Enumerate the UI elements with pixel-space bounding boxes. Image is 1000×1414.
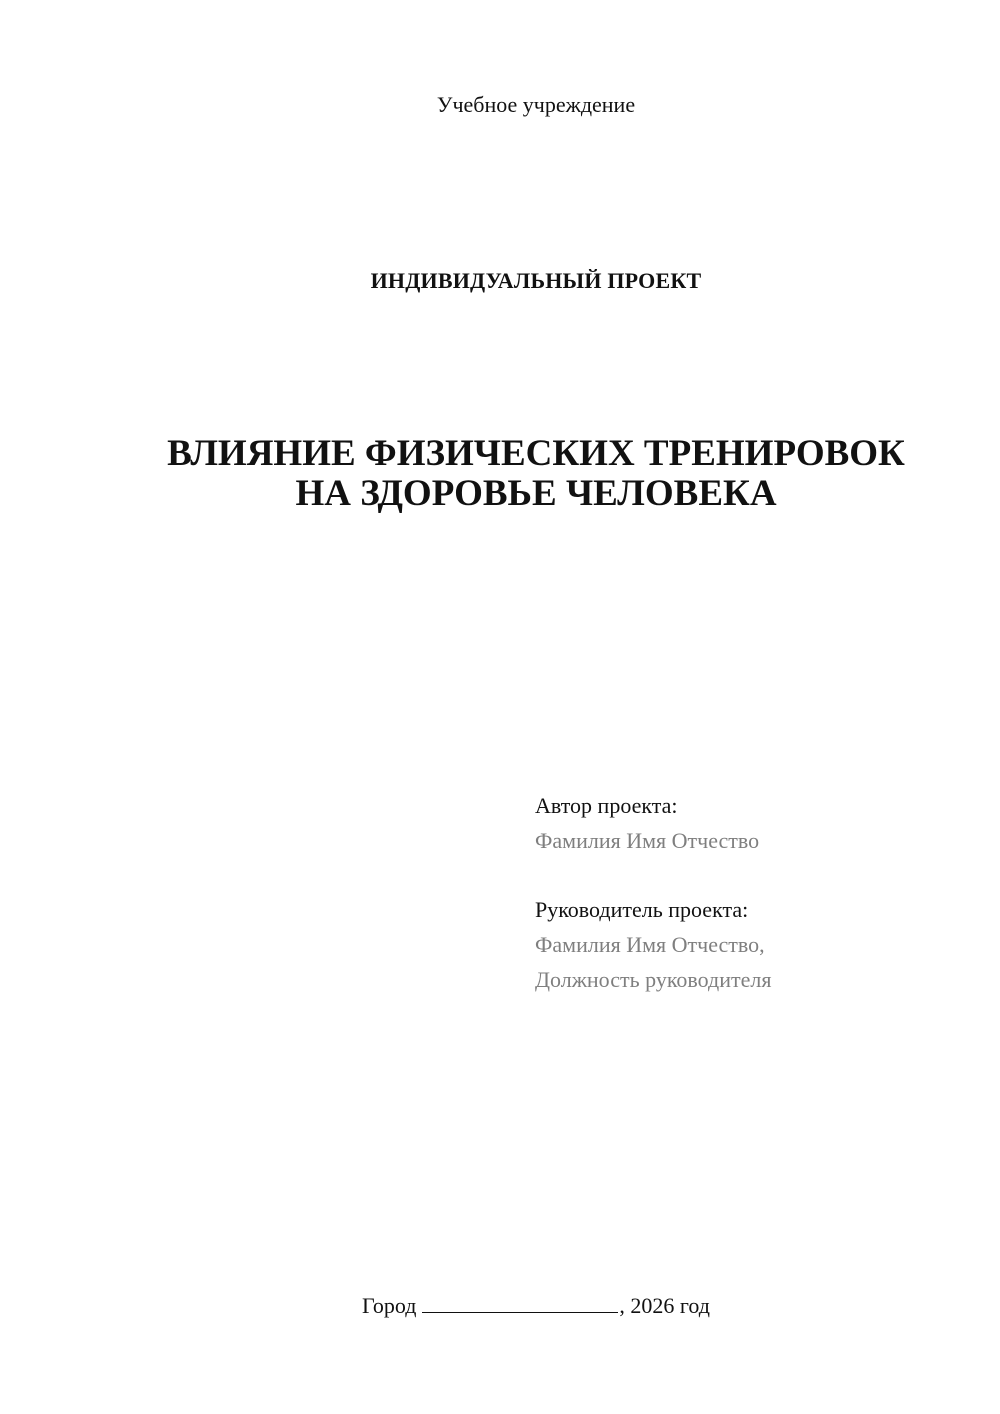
project-title-line-1: ВЛИЯНИЕ ФИЗИЧЕСКИХ ТРЕНИРОВОК: [167, 433, 905, 474]
year-text: , 2026 год: [619, 1293, 710, 1318]
author-label: Автор проекта:: [535, 793, 678, 818]
project-title-line-2: НА ЗДОРОВЬЕ ЧЕЛОВЕКА: [295, 473, 777, 514]
city-year-line: [0, 1290, 1000, 1321]
supervisor-name: Фамилия Имя Отчество,: [535, 932, 765, 957]
city-blank-field: [422, 1290, 618, 1313]
institution-name: Учебное учреждение: [436, 92, 636, 117]
project-type-heading: ИНДИВИДУАЛЬНЫЙ ПРОЕКТ: [370, 268, 702, 293]
project-title: [0, 434, 1000, 514]
author-name: Фамилия Имя Отчество: [535, 828, 760, 853]
project-info-block: [535, 788, 975, 997]
supervisor-label: Руководитель проекта:: [535, 897, 749, 922]
supervisor-position: Должность руководителя: [535, 967, 772, 992]
city-label: Город: [362, 1293, 417, 1318]
info-spacer: [535, 858, 975, 892]
